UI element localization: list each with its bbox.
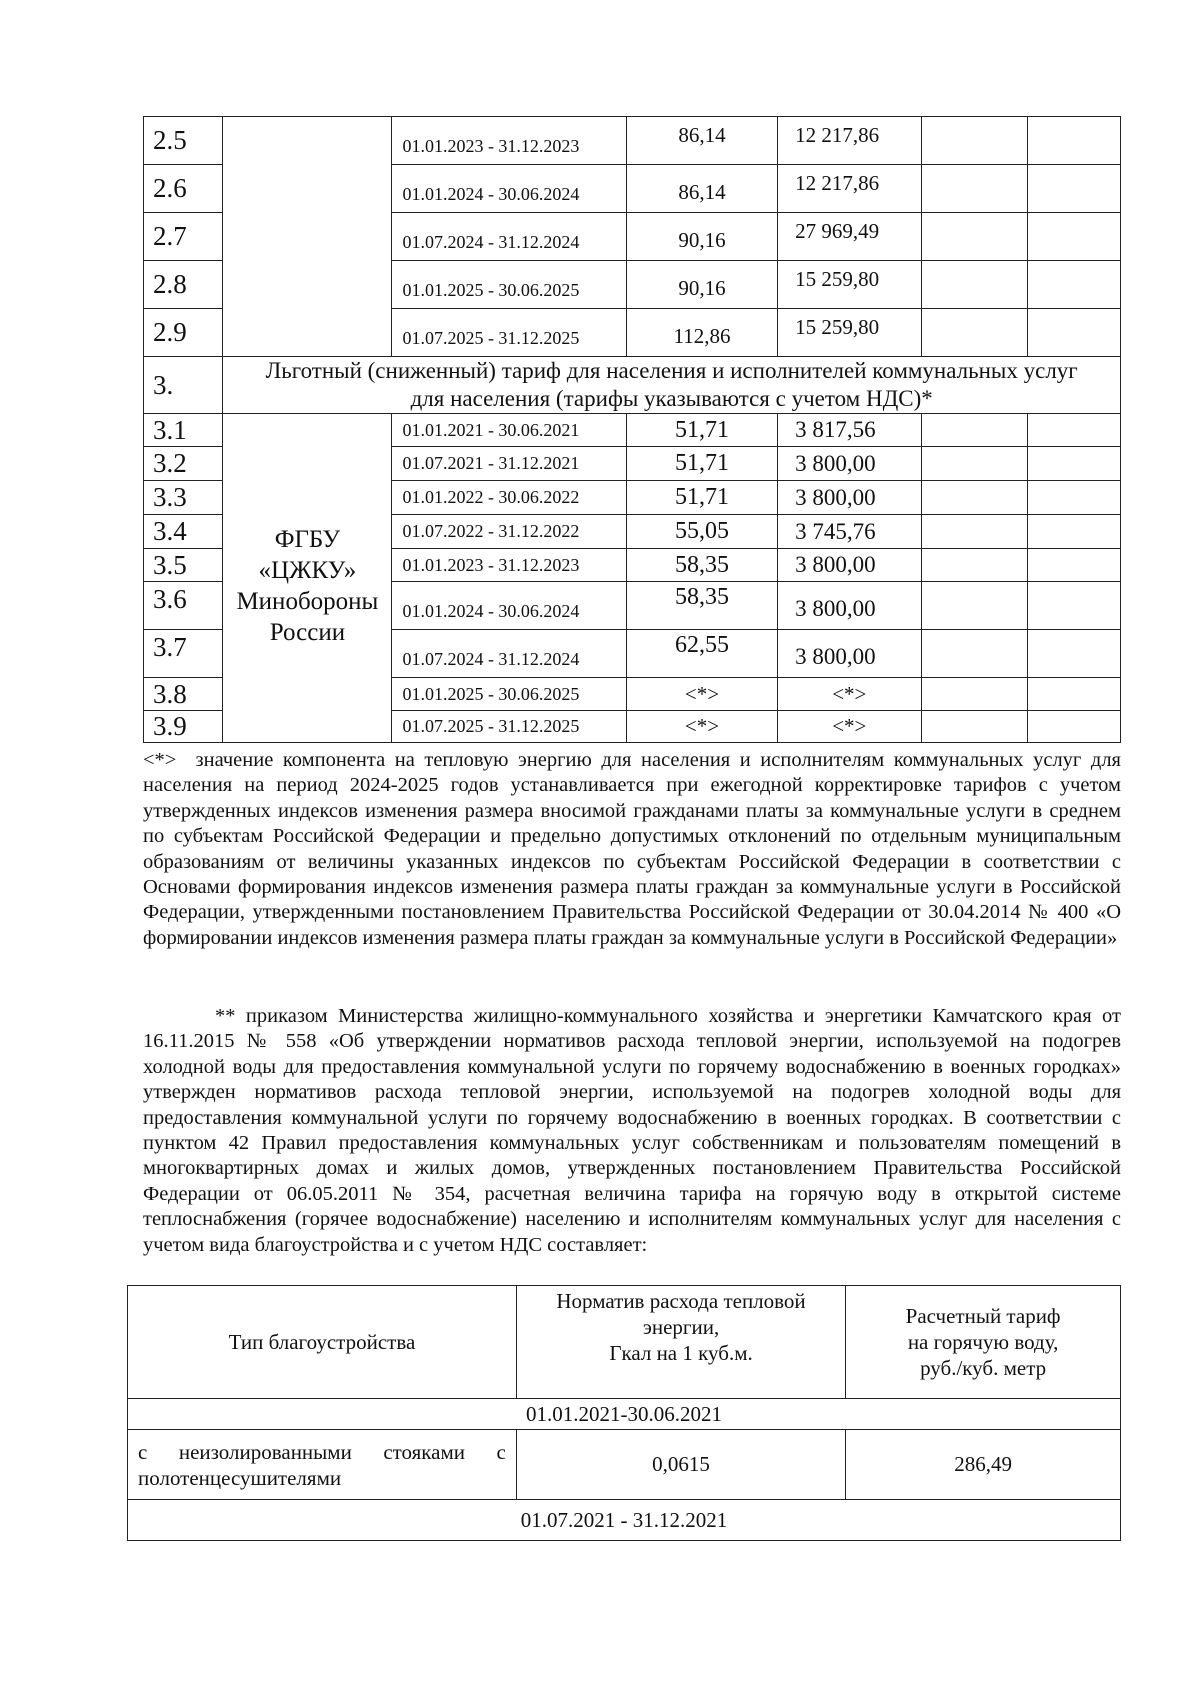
empty-cell [1027,549,1120,582]
header-type: Тип благоустройства [128,1286,517,1399]
header-norm [516,1286,845,1399]
period-cell: 01.07.2025 - 31.12.2025 [392,711,627,743]
empty-cell [921,165,1027,213]
empty-cell [1027,711,1120,743]
table-row [128,1430,1121,1500]
value-cell: 27 969,49 [778,213,921,261]
section-title-line: для населения (тарифы указываются с учетом НДС)* [410,386,933,411]
row-number: 3.5 [144,549,223,582]
period-cell: 01.07.2021 - 31.12.2021 [392,447,627,481]
value-cell: 12 217,86 [778,117,921,165]
org-name-line: ФГБУ [274,526,341,553]
footnote-marker: <*> [143,749,177,771]
value-cell: 3 800,00 [778,582,921,630]
header-line: на горячую воду, [907,1330,1059,1354]
header-line: Гкал на 1 куб.м. [609,1341,753,1365]
row-number: 2.9 [144,309,223,357]
period-cell: 01.07.2024 - 31.12.2024 [392,213,627,261]
org-name-line: «ЦЖКУ» [258,557,357,584]
row-number: 3.3 [144,481,223,515]
rate-cell: <*> [626,711,777,743]
empty-cell [1027,678,1120,711]
empty-cell [921,447,1027,481]
empty-cell [921,309,1027,357]
period-cell: 01.01.2023 - 31.12.2023 [392,117,627,165]
value-cell: 3 800,00 [778,447,921,481]
org-name-line: Минобороны [236,588,379,615]
period-cell: 01.01.2022 - 30.06.2022 [392,481,627,515]
indent [143,1005,215,1027]
rate-cell: 62,55 [626,630,777,678]
row-number: 3.1 [144,414,223,447]
row-number: 3.8 [144,678,223,711]
empty-cell [1027,447,1120,481]
empty-cell [921,582,1027,630]
footnote-double-asterisk [143,1004,1121,1258]
rate-cell: 58,35 [626,549,777,582]
empty-cell [1027,582,1120,630]
value-cell: 3 800,00 [778,481,921,515]
section-title [223,357,1121,414]
empty-cell [1027,261,1120,309]
period-cell: 01.01.2025 - 30.06.2025 [392,261,627,309]
footnote [143,748,1121,951]
org-cell-empty [223,117,392,357]
value-cell: <*> [778,711,921,743]
empty-cell [921,515,1027,549]
row-number: 3.7 [144,630,223,678]
type-cell: с неизолированными стояками с полотенцесушителями [128,1430,517,1500]
period-cell: 01.01.2024 - 30.06.2024 [392,582,627,630]
value-cell: 3 800,00 [778,549,921,582]
empty-cell [921,414,1027,447]
header-line: Норматив расхода тепловой [556,1289,806,1313]
empty-cell [1027,630,1120,678]
empty-cell [921,481,1027,515]
empty-cell [1027,165,1120,213]
period-label: 01.01.2021-30.06.2021 [128,1399,1121,1430]
empty-cell [921,630,1027,678]
org-name-line: России [269,619,346,646]
section-header-row [144,357,1121,414]
rate-cell: 90,16 [626,213,777,261]
empty-cell [1027,414,1120,447]
period-cell: 01.01.2025 - 30.06.2025 [392,678,627,711]
header-tariff [846,1286,1121,1399]
table-row [144,414,1121,447]
rate-cell: 112,86 [626,309,777,357]
rate-cell: <*> [626,678,777,711]
rate-cell: 86,14 [626,117,777,165]
empty-cell [921,549,1027,582]
tariff-cell: 286,49 [846,1430,1121,1500]
rate-cell: 55,05 [626,515,777,549]
empty-cell [1027,309,1120,357]
row-number: 2.8 [144,261,223,309]
row-number: 2.5 [144,117,223,165]
row-number: 2.7 [144,213,223,261]
row-number: 3.6 [144,582,223,630]
period-cell: 01.07.2022 - 31.12.2022 [392,515,627,549]
empty-cell [921,678,1027,711]
org-cell [223,414,392,743]
period-cell: 01.07.2024 - 31.12.2024 [392,630,627,678]
table-row [144,117,1121,165]
footnote2-text: ** приказом Министерства жилищно-коммунального хозяйства и энергетики Камчатского края от 16.11.2015 № 558 «Об утверждении нормативов расхода тепловой энергии, используемой на подогрев холодной воды для предоставления коммунальной услуги по горячему водоснабжению в военных городках» утвержден нормативов расхода тепловой энергии, используемой на подогрев холодной воды для предоставления коммунальной услуги по горячему водоснабжению в военных городках. В соответствии с пунктом 42 Правил предоставления коммунальных услуг собственникам и пользователям помещений в многоквартирных домах и жилых домов, утвержденных постановлением Правительства Российской Федерации от 06.05.2011 № 354, расчетная величина тарифа на горячую воду в открытой системе теплоснабжения (горячее водоснабжение) населению и исполнителям коммунальных услуг для населения с учетом вида благоустройства и с учетом НДС составляет: [143,1005,1121,1256]
value-cell: 3 745,76 [778,515,921,549]
norm-table [127,1285,1121,1541]
empty-cell [1027,515,1120,549]
row-number: 3.9 [144,711,223,743]
value-cell: 15 259,80 [778,261,921,309]
value-cell: 12 217,86 [778,165,921,213]
footnote-text: значение компонента на тепловую энергию для населения и исполнителям коммунальных услуг для населения на период 2024-2025 годов устанавливается при ежегодной корректировке тарифов с учетом утвержденных индексов изменения размера вносимой гражданами платы за коммунальные услуги в среднем по субъектам Российской Федерации и предельно допустимых отклонений по отдельным муниципальным образованиям от величины указанных индексов по субъектам Российской Федерации в соответствии с Основами формирования индексов изменения размера платы граждан за коммунальные услуги в Российской Федерации, утвержденными постановлением Правительства Российской Федерации от 30.04.2014 № 400 «О формировании индексов изменения размера платы граждан за коммунальные услуги в Российской Федерации» [143,749,1121,949]
period-row [128,1399,1121,1430]
row-number: 2.6 [144,165,223,213]
empty-cell [921,261,1027,309]
empty-cell [921,213,1027,261]
value-cell: 15 259,80 [778,309,921,357]
period-row [128,1500,1121,1541]
value-cell: <*> [778,678,921,711]
rate-cell: 90,16 [626,261,777,309]
rate-cell: 51,71 [626,481,777,515]
rate-cell: 51,71 [626,414,777,447]
tariff-table [143,116,1121,743]
empty-cell [921,117,1027,165]
empty-cell [921,711,1027,743]
norm-cell: 0,0615 [516,1430,845,1500]
header-line: энергии, [642,1315,720,1339]
period-cell: 01.01.2021 - 30.06.2021 [392,414,627,447]
row-number: 3.4 [144,515,223,549]
rate-cell: 51,71 [626,447,777,481]
empty-cell [1027,117,1120,165]
period-cell: 01.07.2025 - 31.12.2025 [392,309,627,357]
rate-cell: 86,14 [626,165,777,213]
header-row [128,1286,1121,1399]
section-number: 3. [144,357,223,414]
period-cell: 01.01.2023 - 31.12.2023 [392,549,627,582]
period-cell: 01.01.2024 - 30.06.2024 [392,165,627,213]
empty-cell [1027,213,1120,261]
header-line: руб./куб. метр [920,1356,1047,1380]
rate-cell: 58,35 [626,582,777,630]
row-number: 3.2 [144,447,223,481]
period-label: 01.07.2021 - 31.12.2021 [128,1500,1121,1541]
empty-cell [1027,481,1120,515]
value-cell: 3 817,56 [778,414,921,447]
header-line: Расчетный тариф [905,1304,1061,1328]
value-cell: 3 800,00 [778,630,921,678]
section-title-line: Льготный (сниженный) тариф для населения и исполнителей коммунальных услуг [265,358,1078,383]
